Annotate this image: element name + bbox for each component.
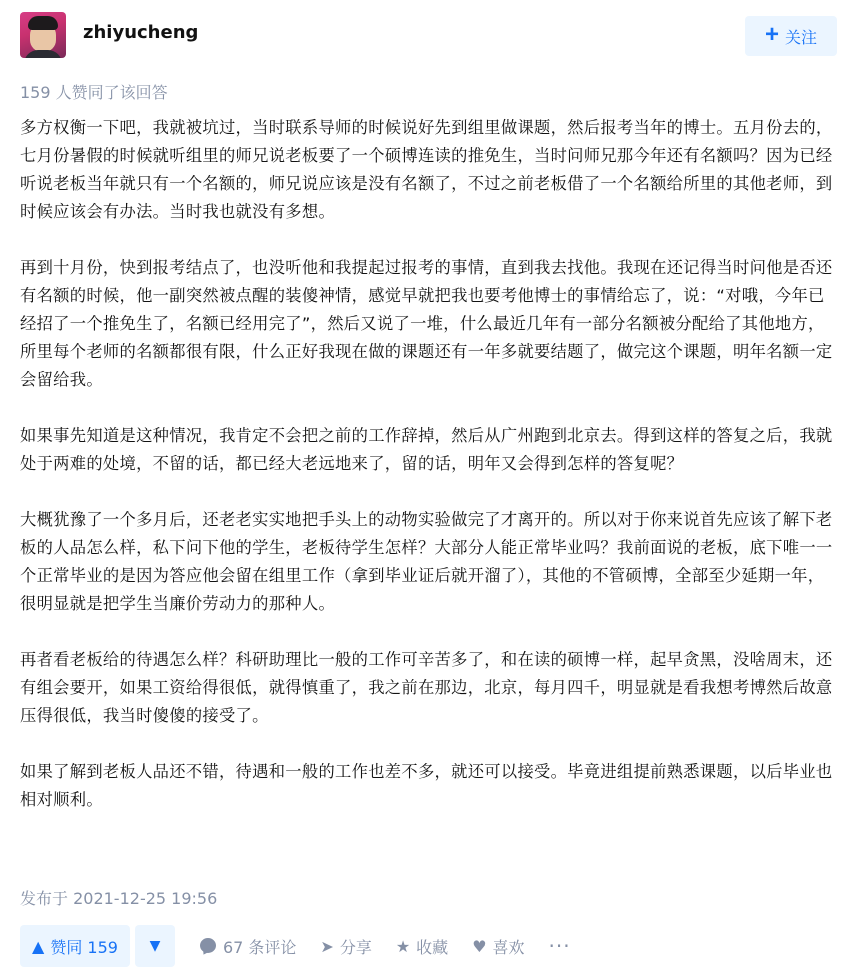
paragraph: 再者看老板给的待遇怎么样？科研助理比一般的工作可辛苦多了，和在读的硕博一样，起早贪黑，没啥周末，还有组会要开，如果工资给得很低，就得慎重了，我之前在那边，北京，每月四千，明显就是看我想考博然后故意压得很低，我当时傻傻的接受了。 bbox=[20, 650, 833, 725]
comment-label: 67 条评论 bbox=[222, 937, 297, 957]
triangle-down-icon: ▼ bbox=[149, 938, 161, 954]
answer-header bbox=[20, 12, 837, 60]
publish-time[interactable]: 发布于 2021-12-25 19:56 bbox=[20, 889, 218, 908]
answer-content bbox=[20, 114, 837, 842]
plus-icon: + bbox=[764, 21, 779, 48]
triangle-up-icon: ▲ bbox=[32, 936, 45, 956]
share-icon: ➤ bbox=[320, 936, 334, 956]
author-name[interactable]: zhiyucheng bbox=[83, 22, 199, 43]
paragraph: 再到十月份，快到报考结点了，也没听他和我提起过报考的事情，直到我去找他。我现在还记得当时问他是否还有名额的时候，他一副突然被点醒的装傻神情，感觉早就把我也要考他博士的事情给忘了，说：“对哦，今年已经招了一个推免生了，名额已经用完了”，然后又说了一堆，什么最近几年有一部分名额被分配给了其他地方，所里每个老师的名额都很有限，什么正好我现在做的课题还有一年多就要结题了，做完这个课题，明年名额一定会留给我。 bbox=[20, 258, 833, 389]
avatar-shirt bbox=[24, 50, 62, 58]
vote-up-label: 赞同 159 bbox=[50, 937, 118, 957]
paragraph: 如果了解到老板人品还不错，待遇和一般的工作也差不多，就还可以接受。毕竟进组提前熟悉课题，以后毕业也相对顺利。 bbox=[20, 762, 833, 809]
like-label: 喜欢 bbox=[492, 937, 525, 957]
likes-summary: 159 人赞同了该回答 bbox=[20, 83, 168, 102]
star-icon: ★ bbox=[395, 936, 411, 956]
more-options-icon[interactable]: ··· bbox=[548, 934, 571, 958]
share-label: 分享 bbox=[339, 937, 372, 957]
action-bar bbox=[20, 925, 837, 967]
heart-icon: ♥ bbox=[472, 936, 487, 956]
paragraph: 大概犹豫了一个多月后，还老老实实地把手头上的动物实验做完了才离开的。所以对于你来说首先应该了解下老板的人品怎么样，私下问下他的学生，老板待学生怎样？大部分人能正常毕业吗？我前面说的老板，底下唯一一个正常毕业的是因为答应他会留在组里工作（拿到毕业证后就开溜了），其他的不管硕博，全部至少延期一年，很明显就是把学生当廉价劳动力的那种人。 bbox=[20, 510, 833, 613]
follow-button[interactable] bbox=[745, 16, 837, 56]
share-button[interactable] bbox=[320, 935, 371, 958]
collect-label: 收藏 bbox=[416, 937, 449, 957]
vote-up-button[interactable] bbox=[20, 925, 130, 967]
follow-label: 关注 bbox=[785, 29, 818, 47]
vote-down-button[interactable] bbox=[135, 925, 175, 967]
avatar[interactable] bbox=[20, 12, 66, 58]
comment-icon bbox=[199, 937, 217, 955]
avatar-hair bbox=[28, 16, 58, 30]
paragraph: 如果事先知道是这种情况，我肯定不会把之前的工作辞掉，然后从广州跑到北京去。得到这样的答复之后，我就处于两难的处境，不留的话，都已经大老远地来了，留的话，明年又会得到怎样的答复呢？ bbox=[20, 426, 833, 473]
like-button[interactable] bbox=[472, 935, 524, 958]
comment-button[interactable] bbox=[199, 935, 296, 958]
paragraph: 多方权衡一下吧，我就被坑过，当时联系导师的时候说好先到组里做课题，然后报考当年的博士。五月份去的，七月份暑假的时候就听组里的师兄说老板要了一个硕博连读的推免生，当时问师兄那今年还有名额吗？因为已经听说老板当年就只有一个名额的，师兄说应该是没有名额了，不过之前老板借了一个名额给所里的其他老师，到时候应该会有办法。当时我也就没有多想。 bbox=[20, 118, 833, 221]
collect-button[interactable] bbox=[396, 935, 448, 958]
